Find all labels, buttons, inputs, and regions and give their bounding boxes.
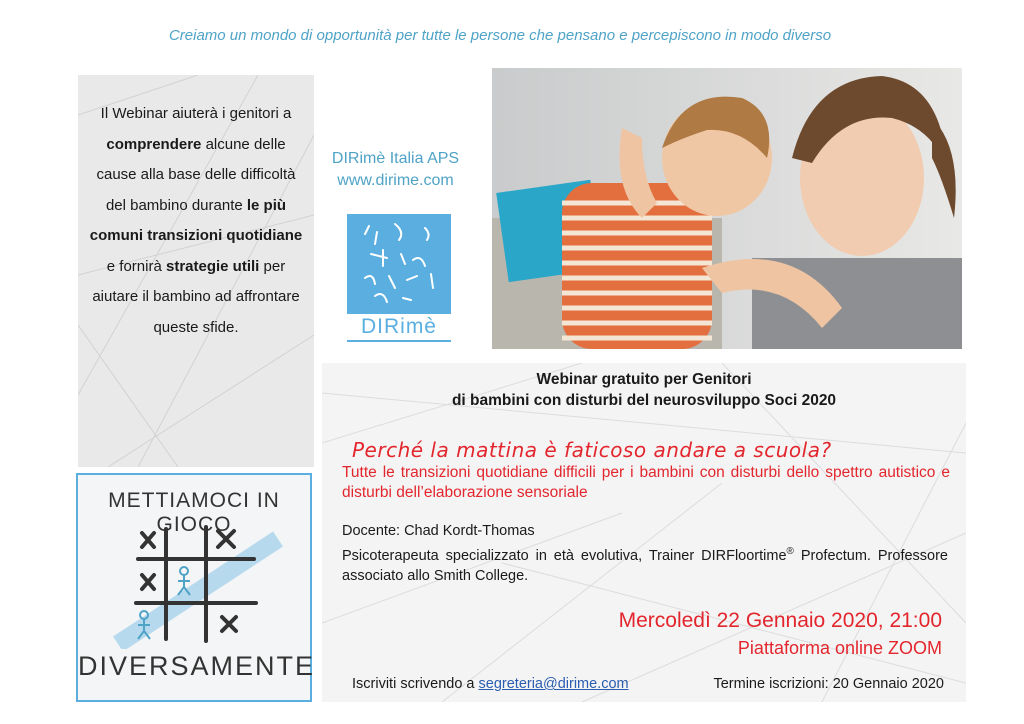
intro-bold-1: comprendere [106,135,202,153]
teacher-bio [342,542,948,587]
webinar-title [322,369,966,411]
signup-deadline: Termine iscrizioni: 20 Gennaio 2020 [713,676,944,692]
teacher: Docente: Chad Kordt-Thomas [342,523,535,539]
intro-box [78,75,314,467]
registered-mark: ® [786,546,794,557]
photo-mother-child [492,68,962,349]
bio-part-1: Psicoterapeuta specializzato in età evolutiva, Trainer DIRFloortime [342,547,787,564]
tic-tac-toe-icon [78,519,310,649]
intro-text-2: alcune delle cause alla base delle difficoltà del bambino durante [96,135,296,214]
tagline: Creiamo un mondo di opportunità per tutte le persone che pensano e percepiscono in modo diverso [168,27,832,44]
intro-text-4: per aiutare il bambino ad affrontare queste sfide. [92,257,300,336]
event-subtitle: Tutte le transizioni quotidiane difficili per i bambini con disturbi dello spettro autistico e disturbi dell’elaborazione sensoriale [342,464,950,501]
webinar-title-line-1: Webinar gratuito per Genitori [536,371,752,388]
intro-bold-3: strategie utili [165,257,260,275]
webinar-title-line-2: di bambini con disturbi del neurosviluppo Soci 2020 [451,392,837,409]
signup-info [352,676,629,692]
game-logo [76,473,316,702]
game-title: METTIAMOCI IN GIOCO [108,489,280,536]
signup-email-link[interactable]: segreteria@dirime.com [478,676,629,692]
org-name: DIRimè Italia APS [331,150,460,167]
main-question: Perché la mattina è faticoso andare a scuola? [352,438,832,462]
event-date: Mercoledì 22 Gennaio 2020, 21:00 [618,609,942,632]
intro-bold-2: le più comuni transizioni quotidiane [89,196,303,244]
logo-text: DIRimè [347,314,451,340]
game-bottom-text: DIVERSAMENTE [78,651,316,681]
event-panel [322,363,966,702]
event-platform: Piattaforma online ZOOM [737,638,942,658]
dirime-logo [347,214,451,342]
org-website[interactable]: www.dirime.com [337,172,454,189]
bio-part-2: Profectum. Professore associato allo Smith College. [342,547,948,585]
signup-text: Iscriviti scrivendo a [352,676,479,692]
org-info [318,148,473,192]
intro-text-3: e fornirà [106,257,166,275]
intro-text-1: Il Webinar aiuterà i genitori a [100,105,292,122]
photo-illustration [492,68,962,349]
intro-text [88,99,304,343]
logo-graphic-icon [347,214,451,314]
